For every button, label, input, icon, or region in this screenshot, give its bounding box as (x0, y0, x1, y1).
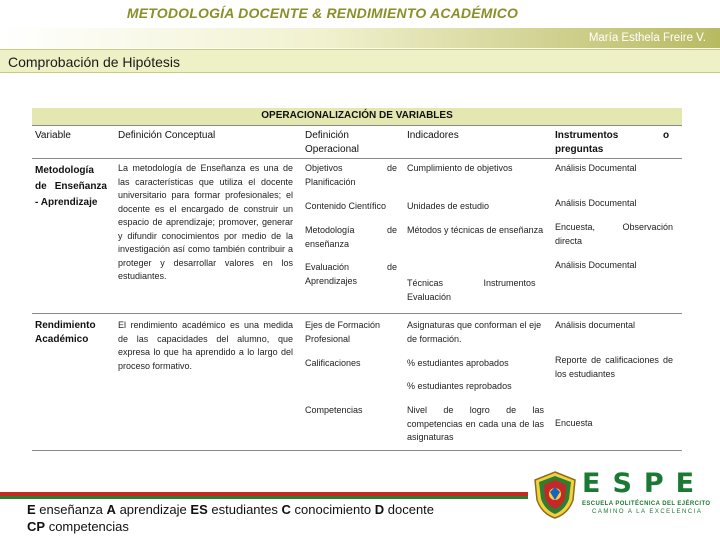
header-instruments-o: o (663, 130, 670, 141)
row2-operational-3: Competencias (305, 405, 363, 415)
row1-conceptual: La metodología de Enseñanza es una de las características que utiliza el docente universitario para formar profesionales; el docente es el encargado de construir un espacio de aprendizaje; promover, generar y difundir conocimientos por medio de la investigación así como también contribuir a proteger y desarrollar valores en los estudiantes. (118, 163, 293, 281)
row1-operational-1: Objetivos de Planificación (305, 163, 397, 187)
logo-motto: CAMINO A LA EXCELENCIA (592, 509, 703, 515)
header-conceptual: Definición Conceptual (118, 130, 216, 141)
row2-operational-1: Ejes de Formación Profesional (305, 320, 381, 344)
footer-legend-line2 (27, 519, 129, 534)
espe-logo (530, 468, 715, 522)
abbr-value: competencias (48, 519, 129, 534)
row1-indicator-3: Métodos y técnicas de enseñanza (407, 225, 544, 235)
abbr-key: ES (190, 502, 208, 517)
row2-instrument-3: Encuesta (555, 418, 593, 428)
row2-variable: Rendimiento Académico (35, 320, 96, 345)
table-rule (32, 450, 682, 451)
abbr-key: C (281, 502, 291, 517)
abbr-key: A (106, 502, 116, 517)
row1-operational-3: Metodología de enseñanza (305, 225, 397, 249)
abbr-value: estudiantes (211, 502, 278, 517)
table-caption: OPERACIONALIZACIÓN DE VARIABLES (261, 110, 453, 121)
row1-instrument-4: Análisis Documental (555, 260, 637, 270)
row1-instrument-2: Análisis Documental (555, 198, 637, 208)
table-rule (32, 313, 682, 314)
header-instruments: Instrumentos preguntas (555, 130, 619, 155)
logo-subtitle: ESCUELA POLITÉCNICA DEL EJÉRCITO (582, 501, 711, 507)
row1-operational-2: Contenido Científico (305, 201, 387, 211)
row1-instrument-1: Análisis Documental (555, 163, 637, 173)
header-operational: Definición Operacional (305, 130, 359, 155)
abbr-value: aprendizaje (119, 502, 187, 517)
row2-indicator-1: Asignaturas que conforman el eje de formación. (407, 320, 542, 344)
abbr-key: CP (27, 519, 46, 534)
author-bar (0, 28, 720, 48)
header-variable: Variable (35, 130, 71, 141)
row1-variable: Metodología de Enseñanza - Aprendizaje (35, 165, 107, 208)
row1-indicator-4: Técnicas Instrumentos Evaluación (407, 278, 536, 302)
logo-name: ESPE (582, 468, 707, 499)
table-caption-bar (32, 108, 682, 125)
abbr-key: D (374, 502, 385, 517)
slide-title: METODOLOGÍA DOCENTE & RENDIMIENTO ACADÉMICO (126, 5, 519, 21)
row1-indicator-2: Unidades de estudio (407, 201, 490, 211)
row2-indicator-3: % estudiantes reprobados (407, 381, 512, 391)
table-rule (32, 158, 682, 159)
abbr-value: conocimiento (294, 502, 372, 517)
row2-indicator-2: % estudiantes aprobados (407, 358, 509, 368)
section-bar (0, 49, 720, 73)
row2-operational-2: Calificaciones (305, 358, 361, 368)
footer-strip (0, 492, 528, 499)
row2-instrument-1: Análisis documental (555, 320, 636, 330)
row1-indicator-1: Cumplimiento de objetivos (407, 163, 513, 173)
abbr-value: enseñanza (39, 502, 103, 517)
footer-legend-line1 (27, 502, 434, 517)
crest-icon (532, 470, 578, 520)
abbr-value: docente (387, 502, 435, 517)
row2-instrument-2: Reporte de calificaciones de los estudiantes (555, 355, 673, 379)
row1-instrument-3: Encuesta, Observación directa (555, 222, 673, 246)
row1-operational-4: Evaluación de Aprendizajes (305, 262, 397, 286)
row2-indicator-4: Nivel de logro de las competencias en cada una de las asignaturas (407, 405, 544, 442)
section-title: Comprobación de Hipótesis (8, 54, 180, 70)
row2-conceptual: El rendimiento académico es una medida de las capacidades del alumno, que expresa lo que ha aprendido a lo largo del proceso formativo. (118, 320, 293, 371)
header-indicators: Indicadores (407, 130, 459, 141)
author-name: María Esthela Freire V. (588, 32, 706, 44)
abbr-key: E (27, 502, 36, 517)
table-rule (32, 125, 682, 126)
